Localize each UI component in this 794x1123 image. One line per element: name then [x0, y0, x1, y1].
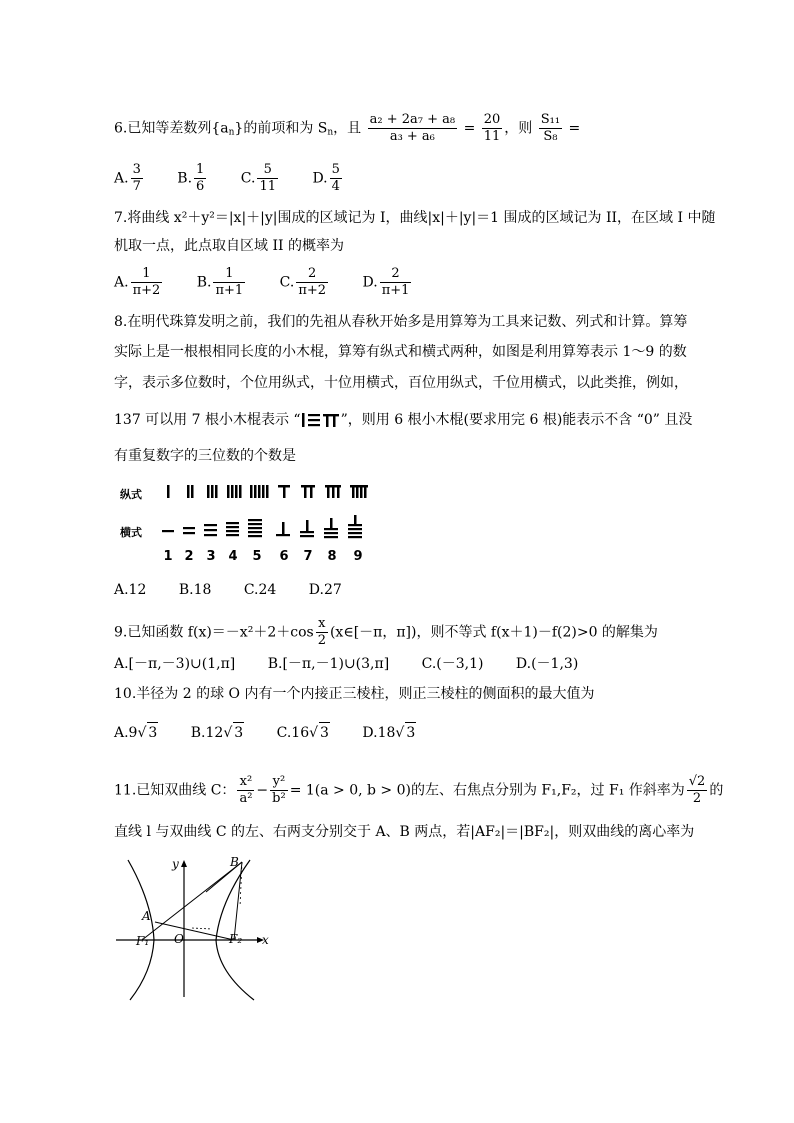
digit-label: 7 [303, 549, 313, 564]
q11-fraction-slope: $\frac{√2}{2}$ [688, 774, 706, 806]
q7-options [114, 266, 441, 299]
axis-label-y: y [172, 857, 179, 871]
q11-stem-line2: 直线 l 与双曲线 C 的左、右两支分别交于 A、B 两点，若|AF₂|＝|BF₂|，则双曲线的离心率为 [114, 824, 695, 840]
q8-stem-line4: 137 可以用 7 根小木棍表示 “ ”，则用 6 根小木棍(要求用完 6 根)能表示不含 “0” 且没 [114, 412, 693, 428]
digit-labels [163, 549, 362, 564]
q9-options [114, 654, 606, 674]
q8-stem-line3: 字，表示多位数时，个位用纵式，十位用横式，百位用纵式，千位用横式，以此类推，例如， [114, 375, 688, 391]
q10-option-a[interactable]: A.9√ 3 [114, 722, 158, 743]
q7-option-c[interactable]: C. $\frac{2}{\pi+2}$ [279, 266, 327, 298]
q7-stem-line2: 机取一点，此点取自区域 II 的概率为 [114, 238, 344, 254]
rod-numeral-figure [120, 480, 400, 570]
axis-label-x: x [262, 933, 269, 947]
q9-option-d[interactable]: D.(－1,3) [515, 656, 579, 672]
point-label-b: B [230, 855, 239, 869]
q11-fraction-y: $\frac{\text{y²}}{\text{b²}}$ [272, 774, 286, 806]
rod-numeral-137-image [301, 411, 341, 429]
q6-option-a[interactable]: A. $\frac{3}{7}$ [114, 162, 141, 194]
q10-options [114, 722, 444, 743]
q6-fraction-a: $\frac{\text{a₂ + 2a₇ + a₈}}{\text{a₃ + a₆}}$ [369, 112, 456, 144]
digit-label: 1 [163, 549, 173, 564]
point-label-o: O [174, 932, 184, 946]
q7-stem-line1: 7.将曲线 x²＋y²＝|x|＋|y|围成的区域记为 I，曲线|x|＋|y|＝1 围成的区域记为 II，在区域 I 中随 [114, 210, 716, 226]
q8-option-c[interactable]: C.24 [243, 582, 277, 598]
q8-options [114, 580, 370, 600]
q7-option-d[interactable]: D. $\frac{2}{\pi+1}$ [362, 266, 410, 298]
q8-stem-line1: 8.在明代珠算发明之前，我们的先祖从春秋开始多是用算筹为工具来记数、列式和计算。算筹 [114, 314, 688, 330]
digit-label: 4 [228, 549, 238, 564]
q8-option-a[interactable]: A.12 [114, 582, 147, 598]
horizontal-rods [162, 515, 362, 538]
point-label-a: A [142, 909, 151, 923]
q10-stem: 10.半径为 2 的球 O 内有一个内接正三棱柱，则正三棱柱的侧面积的最大值为 [114, 686, 595, 702]
hyperbola-figure [112, 852, 277, 1002]
q7-option-a[interactable]: A. $\frac{1}{\pi+2}$ [114, 266, 161, 298]
point-label-f2: F₂ [229, 932, 243, 946]
point-label-f1: F₁ [136, 934, 150, 948]
q6-stem: 6.已知等差数列$\{a_n\}$的前项和为 $S_n$，且 $\frac{\text{a₂ + 2a₇ + a₈}}{\text{a₃ + a₆}}$ = $\frac{20}{11}$ ，则 $\frac{\text{S₁₁}}{\text{S₈}}$ = [114, 112, 581, 144]
q6-fraction-ratio: $\frac{20}{11}$ [483, 112, 501, 144]
q10-option-c[interactable]: C.16√ 3 [277, 722, 330, 743]
digit-label: 2 [184, 549, 194, 564]
q10-option-b[interactable]: B.12√ 3 [191, 722, 244, 743]
q9-fraction: $\frac{x}{2}$ [317, 616, 326, 648]
q6-option-d[interactable]: D. $\frac{5}{4}$ [312, 162, 340, 194]
digit-label: 6 [279, 549, 289, 564]
digit-label: 3 [206, 549, 216, 564]
digit-label: 9 [353, 549, 363, 564]
q6-option-c[interactable]: C. $\frac{5}{11}$ [240, 162, 276, 194]
vertical-rods [167, 485, 368, 498]
q6-options [114, 162, 372, 195]
q11-stem-line1: 11.已知双曲线 C： $\frac{\text{x²}}{\text{a²}}$ − $\frac{\text{y²}}{\text{b²}}$ = 1(a > 0, b > 0)的左、右焦点分别为 F₁,F₂，过 F₁ 作斜率为 $\frac{√2}{2}$ 的 [114, 774, 724, 806]
q10-option-d[interactable]: D.18√ 3 [362, 722, 416, 743]
q8-option-b[interactable]: B.18 [178, 582, 212, 598]
row-label-vertical: 纵式 [120, 488, 142, 501]
q7-option-b[interactable]: B. $\frac{1}{\pi+1}$ [196, 266, 244, 298]
q9-stem: 9.已知函数 f(x)＝－x²＋2＋cos $\frac{x}{2}$ (x∈[－π，π])，则不等式 f(x＋1)－f(2)>0 的解集为 [114, 616, 658, 648]
q9-option-b[interactable]: B.[－π,－1)∪(3,π] [267, 656, 390, 672]
q9-option-a[interactable]: A.[－π,－3)∪(1,π] [114, 656, 236, 672]
row-label-horizontal: 横式 [120, 526, 142, 539]
q11-fraction-x: $\frac{\text{x²}}{\text{a²}}$ [239, 774, 253, 806]
q6-option-b[interactable]: B. $\frac{1}{6}$ [177, 162, 205, 194]
q8-stem-line2: 实际上是一根根相同长度的小木棍，算筹有纵式和横式两种，如图是利用算筹表示 1～9 的数 [114, 344, 687, 360]
q6-fraction-s: $\frac{\text{S₁₁}}{\text{S₈}}$ [540, 112, 561, 144]
q8-option-d[interactable]: D.27 [308, 582, 342, 598]
q9-option-c[interactable]: C.(－3,1) [421, 656, 484, 672]
q8-stem-line5: 有重复数字的三位数的个数是 [114, 448, 296, 464]
digit-label: 5 [252, 549, 262, 564]
digit-label: 8 [327, 549, 337, 564]
